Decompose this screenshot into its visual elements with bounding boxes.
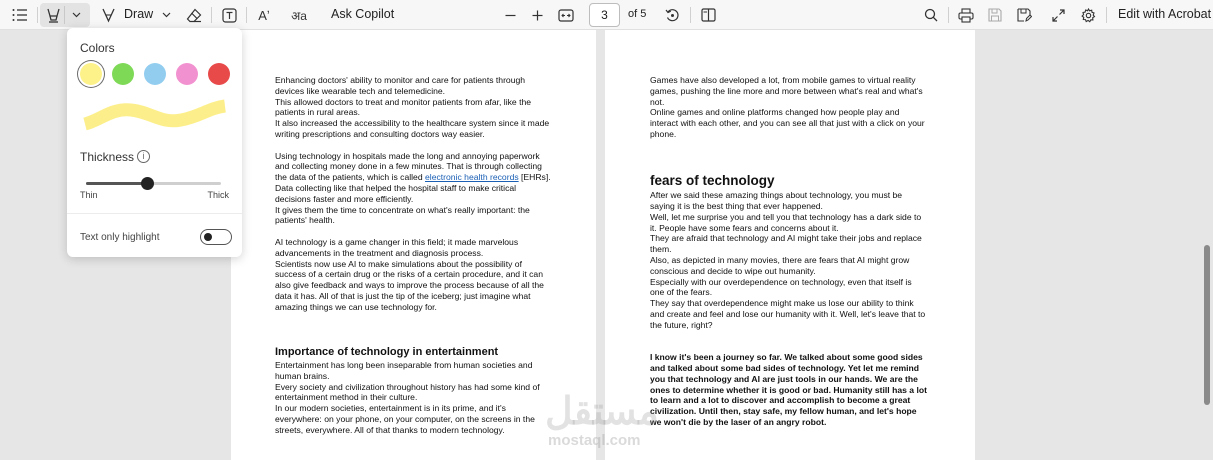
text-line: Games have also developed a lot, from mobile games to virtual reality	[650, 75, 916, 85]
split-divider	[64, 6, 65, 24]
chevron-down-icon[interactable]	[67, 5, 85, 25]
paragraph-fears	[650, 190, 935, 330]
popup-divider	[67, 213, 242, 214]
text-line: to learn and a lot to discover and accomplish to become a great	[650, 395, 911, 406]
pdf-page-left	[231, 30, 596, 460]
save-icon[interactable]	[986, 5, 1004, 25]
watermark-latin: mostaql.com	[548, 432, 641, 449]
text-line: Also, as depicted in many movies, there are fears that AI might grow	[650, 254, 910, 265]
text-line: interact with each other, and you can see all that just with a click on your	[650, 118, 925, 129]
text-line: In our modern societies, entertainment is in its prime, and it's	[275, 403, 506, 414]
text-line: advancements in the treatment and diagnosis process.	[275, 247, 484, 258]
text-line: data it has. All of that is just the tip of the iceberg; just imagine what	[275, 290, 531, 301]
text-line: It also increased the accessibility to the healthcare system since it made	[275, 118, 550, 129]
print-icon[interactable]	[957, 5, 975, 25]
rotate-icon[interactable]	[663, 5, 681, 25]
color-swatch-blue[interactable]	[144, 63, 166, 85]
text-line: After we said these amazing things about technology, you must be	[650, 190, 903, 201]
text-line: Enhancing doctors' ability to monitor and care for patients through	[275, 75, 526, 85]
color-swatch-pink[interactable]	[176, 63, 198, 85]
text-only-highlight-label: Text only highlight	[80, 232, 160, 243]
ehr-link[interactable]: electronic health records	[425, 172, 519, 183]
text-line: writing prescriptions and consulting doctors way easier.	[275, 128, 485, 139]
toolbar-divider	[246, 7, 247, 23]
color-swatch-red[interactable]	[208, 63, 230, 85]
left-page-text	[275, 75, 560, 436]
paragraph-entertainment	[275, 360, 560, 436]
vertical-scrollbar[interactable]	[1202, 30, 1213, 460]
text-line: patients in rural areas.	[275, 107, 361, 118]
ehr-line-prefix: the data of the patients, which is called	[275, 172, 426, 183]
text-box-icon[interactable]	[220, 5, 238, 25]
paragraph-conclusion	[650, 352, 935, 428]
text-line: the future, right?	[650, 319, 713, 330]
text-line: one of the fears.	[650, 287, 713, 298]
text-line: Every society and civilization throughout history has had some kind of	[275, 381, 540, 392]
text-line: Entertainment has long been inseparable from human societies and	[275, 359, 533, 370]
chevron-down-icon[interactable]	[158, 5, 174, 25]
toggle-knob	[204, 233, 212, 241]
paragraph-healthcare	[275, 75, 560, 140]
eraser-icon[interactable]	[185, 5, 203, 25]
thickness-slider[interactable]	[86, 182, 221, 185]
toolbar-divider	[1106, 7, 1107, 23]
color-swatch-green[interactable]	[112, 63, 134, 85]
text-line: games, pushing the line more and more between what's real and what's	[650, 85, 923, 96]
section-heading-entertainment: Importance of technology in entertainment	[275, 345, 499, 358]
text-line: phone.	[650, 128, 677, 139]
ehr-line	[275, 172, 560, 183]
text-line: patients' health.	[275, 215, 335, 226]
info-icon[interactable]: i	[137, 150, 150, 163]
highlighter-icon[interactable]	[44, 5, 62, 25]
paragraph-games	[650, 75, 935, 140]
section-heading-fears: fears of technology	[650, 173, 775, 189]
text-line: Scientists now use AI to make simulations about the possibility of	[275, 258, 522, 269]
text-line: civilization. Until then, stay safe, my fellow human, and let's hope	[650, 406, 917, 417]
list-icon[interactable]	[10, 5, 30, 25]
edit-with-acrobat-button[interactable]: Edit with Acrobat	[1118, 7, 1212, 21]
text-line: AI technology is a game changer in this field; it made marvelous	[275, 236, 519, 247]
ask-copilot-button[interactable]: Ask Copilot	[331, 7, 395, 21]
translate-icon[interactable]: अa	[291, 8, 307, 23]
text-line: and talked about some bad sides of technology. Yet let me remind	[650, 362, 920, 373]
text-line: Online games and online platforms changed how people play and	[650, 107, 900, 118]
page-view-icon[interactable]	[699, 5, 717, 25]
text-line: I know it's been a journey so far. We talked about some good sides	[650, 352, 923, 363]
pdf-page-right	[605, 30, 975, 460]
text-line: also give feedback and ways to improve the process because of all the	[275, 280, 544, 291]
text-line: It gives them the time to concentrate on what's really important: the	[275, 204, 530, 215]
text-line: human brains.	[275, 370, 330, 381]
text-line: devices like wearable tech and telemedicine.	[275, 85, 446, 96]
read-aloud-icon[interactable]: Aʼ	[258, 7, 270, 23]
text-line: They say that overdependence might make us lose our ability to think	[650, 298, 914, 309]
text-line: you that technology and AI are just tools in our hands. We are the	[650, 373, 918, 384]
save-as-icon[interactable]	[1015, 5, 1033, 25]
scrollbar-thumb[interactable]	[1204, 245, 1210, 405]
text-line: They are afraid that technology and AI might take their jobs and replace	[650, 233, 922, 244]
text-only-highlight-toggle[interactable]	[200, 229, 232, 245]
thick-label: Thick	[207, 190, 229, 200]
text-line: ones to determine whether it is good or bad. Humanity still has a lot	[650, 384, 927, 395]
toolbar-divider	[690, 7, 691, 23]
search-icon[interactable]	[922, 5, 940, 25]
text-line: amazing things we can use technology for.	[275, 301, 437, 312]
text-line: it. People have some fears and concerns about it.	[650, 222, 839, 233]
text-line: them.	[650, 244, 672, 255]
text-line: This allowed doctors to treat and monitor patients from afar, like the	[275, 96, 532, 107]
text-line: everywhere: on your phone, on your computer, on the screens in the	[275, 413, 535, 424]
text-line: we won't die by the laser of an angry robot.	[650, 416, 827, 427]
draw-label[interactable]: Draw	[124, 7, 154, 21]
text-line: entertainment method in their culture.	[275, 392, 418, 403]
text-line: Well, let me surprise you and tell you that technology has a dark side to	[650, 211, 922, 222]
right-page-text	[650, 75, 935, 428]
highlight-preview-stroke	[81, 96, 229, 132]
text-line: saying it is the best thing that ever happened.	[650, 200, 823, 211]
watermark-arabic: مستقل	[545, 391, 659, 433]
highlight-settings-popup	[67, 28, 242, 257]
toolbar-divider	[211, 7, 212, 23]
text-line: Using technology in hospitals made the long and annoying paperwork	[275, 150, 540, 161]
pdf-toolbar	[0, 0, 1213, 30]
thin-label: Thin	[80, 190, 98, 200]
text-line: and create and feel and lose our humanity with it. Well, let's leave that to	[650, 308, 926, 319]
ehr-line-suffix: [EHRs].	[518, 172, 551, 183]
fullscreen-icon[interactable]	[1049, 5, 1067, 25]
toolbar-divider	[948, 7, 949, 23]
toolbar-divider	[37, 7, 38, 23]
color-swatch-yellow[interactable]	[80, 63, 102, 85]
text-line: and collecting money done in a few minutes. That is through collecting	[275, 161, 542, 172]
page-total-label: of 5	[628, 8, 647, 20]
page-number-input[interactable]: 3	[589, 3, 620, 27]
text-line: Especially with our overdependence on technology, even that itself is	[650, 276, 912, 287]
text-line: decisions faster and more efficiently.	[275, 193, 414, 204]
colors-label: Colors	[80, 41, 115, 55]
paragraph-paperwork	[275, 151, 560, 227]
thickness-slider-fill	[86, 182, 147, 185]
text-line: streets, everywhere. All of that thanks to modern technology.	[275, 424, 505, 435]
text-line: success of a certain drug or the risks of a certain procedure, and it can	[275, 269, 543, 280]
thickness-slider-thumb[interactable]	[141, 177, 154, 190]
settings-icon[interactable]	[1079, 5, 1097, 25]
fit-page-icon[interactable]	[557, 5, 575, 25]
paragraph-ai	[275, 237, 560, 313]
zoom-out-icon[interactable]	[502, 5, 518, 25]
text-line: conscious and decide to wipe out humanity.	[650, 265, 816, 276]
text-line: Data collecting like that helped the hospital staff to make critical	[275, 182, 517, 193]
thickness-label: Thickness	[80, 150, 135, 164]
zoom-in-icon[interactable]	[529, 5, 545, 25]
text-line: not.	[650, 96, 665, 107]
draw-pen-icon[interactable]	[99, 5, 117, 25]
